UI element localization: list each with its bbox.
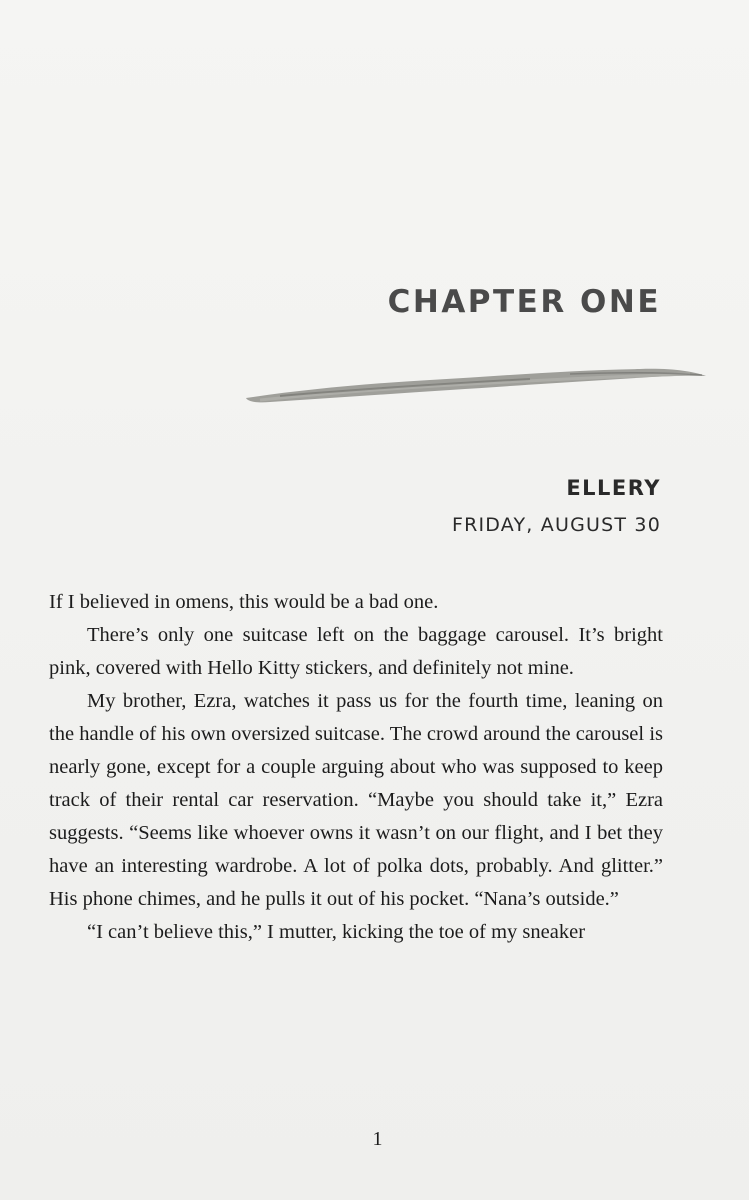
page-number: 1 bbox=[372, 1128, 383, 1150]
paragraph: “I can’t believe this,” I mutter, kicking the toe of my sneaker bbox=[87, 921, 586, 943]
paragraph: My brother, Ezra, watches it pass us for the fourth time, leaning on the handle of his own oversized suitcase. The crowd around the carousel is nearly gone, except for a couple arguing about who was supposed to keep track of their rental car reservation. “Maybe you should take it,” Ezra suggests. “Seems like whoever owns it wasn’t on our flight, and I bet they have an interesting wardrobe. A lot of polka dots, probably. And glitter.” His phone chimes, and he pulls it out of his pocket. “Nana’s outside.” bbox=[49, 690, 663, 910]
pov-character-name: ELLERY bbox=[566, 476, 661, 500]
paragraph: There’s only one suitcase left on the baggage carousel. It’s bright pink, covered with Hello Kitty stickers, and definitely not mine. bbox=[49, 624, 663, 679]
brush-stroke-divider bbox=[240, 360, 710, 410]
chapter-body bbox=[49, 586, 663, 949]
chapter-date: FRIDAY, AUGUST 30 bbox=[451, 514, 661, 536]
paragraph: If I believed in omens, this would be a bad one. bbox=[49, 591, 439, 613]
chapter-title: CHAPTER ONE bbox=[387, 284, 661, 320]
